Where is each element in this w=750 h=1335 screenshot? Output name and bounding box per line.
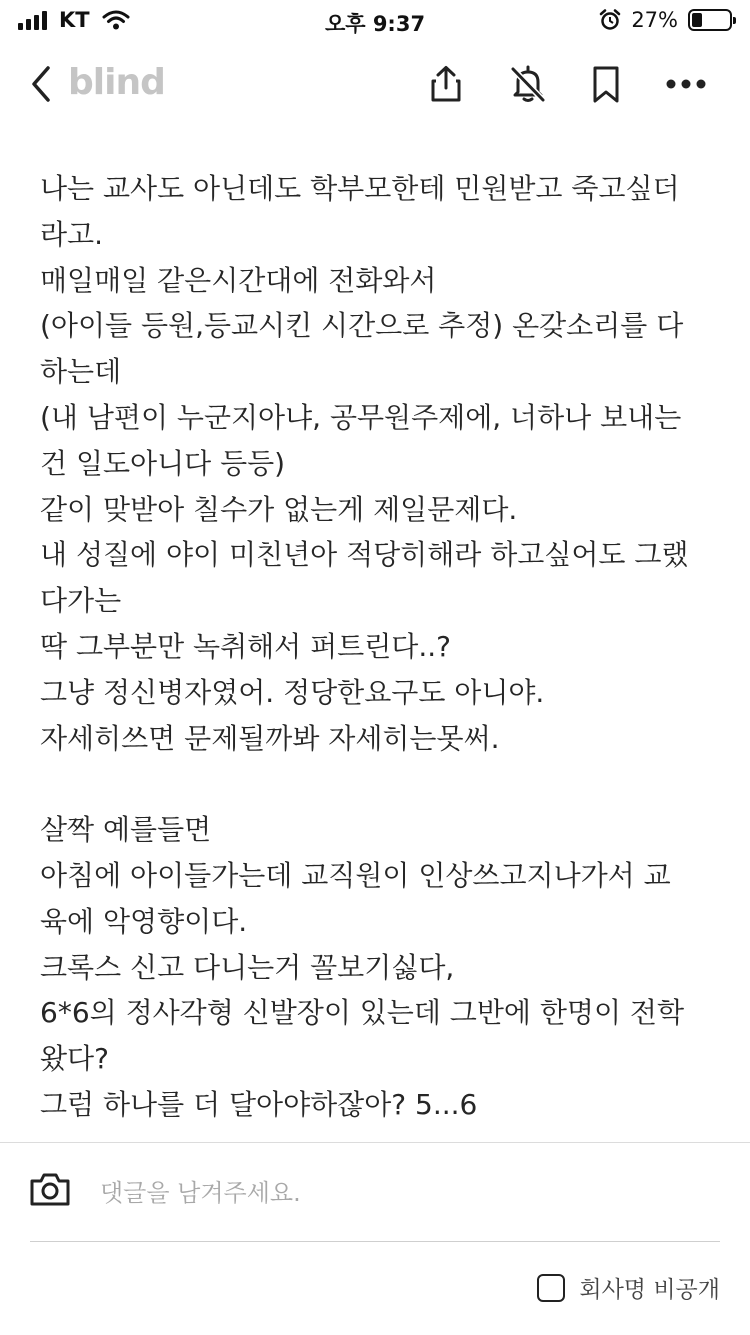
app-logo[interactable]: blind	[68, 62, 165, 103]
post-line: 왔다?	[40, 1042, 109, 1076]
bookmark-icon[interactable]	[584, 62, 628, 106]
back-icon[interactable]	[28, 64, 56, 104]
post-line: 다가는	[40, 584, 122, 618]
nav-bar	[0, 50, 750, 120]
post-line: (아이들 등원,등교시킨 시간으로 추정) 온갖소리를 다	[40, 309, 684, 343]
post-line: 육에 악영향이다.	[40, 904, 248, 938]
bell-off-icon[interactable]	[506, 62, 550, 106]
post-line: 그럼 하나를 더 달아야하잖아? 5...6	[40, 1087, 478, 1121]
post-line: (내 남편이 누군지아냐, 공무원주제에, 너하나 보내는	[40, 400, 682, 434]
alarm-icon	[599, 9, 621, 31]
post-line: 라고.	[40, 217, 103, 251]
post-line: 건 일도아니다 등등)	[40, 446, 286, 480]
comment-input[interactable]	[100, 1173, 700, 1213]
battery-level-fill	[692, 13, 702, 27]
comment-bar	[0, 1142, 750, 1335]
post-line: 매일매일 같은시간대에 전화와서	[40, 263, 437, 297]
post-line: 하는데	[40, 355, 122, 389]
post-line: 자세히쓰면 문제될까봐 자세히는못써.	[40, 721, 500, 755]
anonymous-toggle[interactable]	[537, 1271, 720, 1304]
post-line: 살짝 예를들면	[40, 813, 212, 847]
battery-cap	[733, 17, 736, 24]
post-line: 크록스 신고 다니는거 꼴보기싫다,	[40, 950, 455, 984]
camera-icon[interactable]	[28, 1169, 72, 1209]
post-line: 그냥 정신병자였어. 정당한요구도 아니야.	[40, 675, 545, 709]
status-time: 오후 9:37	[324, 12, 426, 36]
share-icon[interactable]	[424, 62, 468, 106]
status-bar	[0, 0, 750, 40]
battery-icon	[688, 9, 732, 31]
post-line: 딱 그부분만 녹취해서 퍼트린다..?	[40, 629, 451, 663]
more-icon[interactable]	[664, 62, 708, 106]
post-line-blank	[40, 761, 710, 807]
post-line: 나는 교사도 아닌데도 학부모한테 민원받고 죽고싶더	[40, 172, 680, 205]
post-line: 6*6의 정사각형 신발장이 있는데 그반에 한명이 전학	[40, 996, 684, 1030]
battery-percent: 27%	[631, 8, 678, 32]
post-line: 내 성질에 야이 미친년아 적당히해라 하고싶어도 그랬	[40, 538, 689, 572]
anonymous-checkbox[interactable]	[537, 1274, 565, 1302]
anonymous-label: 회사명 비공개	[579, 1277, 720, 1303]
post-body	[40, 166, 710, 1142]
post-line: 같이 맞받아 칠수가 없는게 제일문제다.	[40, 492, 518, 526]
status-right	[599, 8, 732, 32]
divider	[30, 1241, 720, 1242]
post-line: 아침에 아이들가는데 교직원이 인상쓰고지나가서 교	[40, 858, 671, 892]
carrier-label: KT	[59, 8, 90, 32]
